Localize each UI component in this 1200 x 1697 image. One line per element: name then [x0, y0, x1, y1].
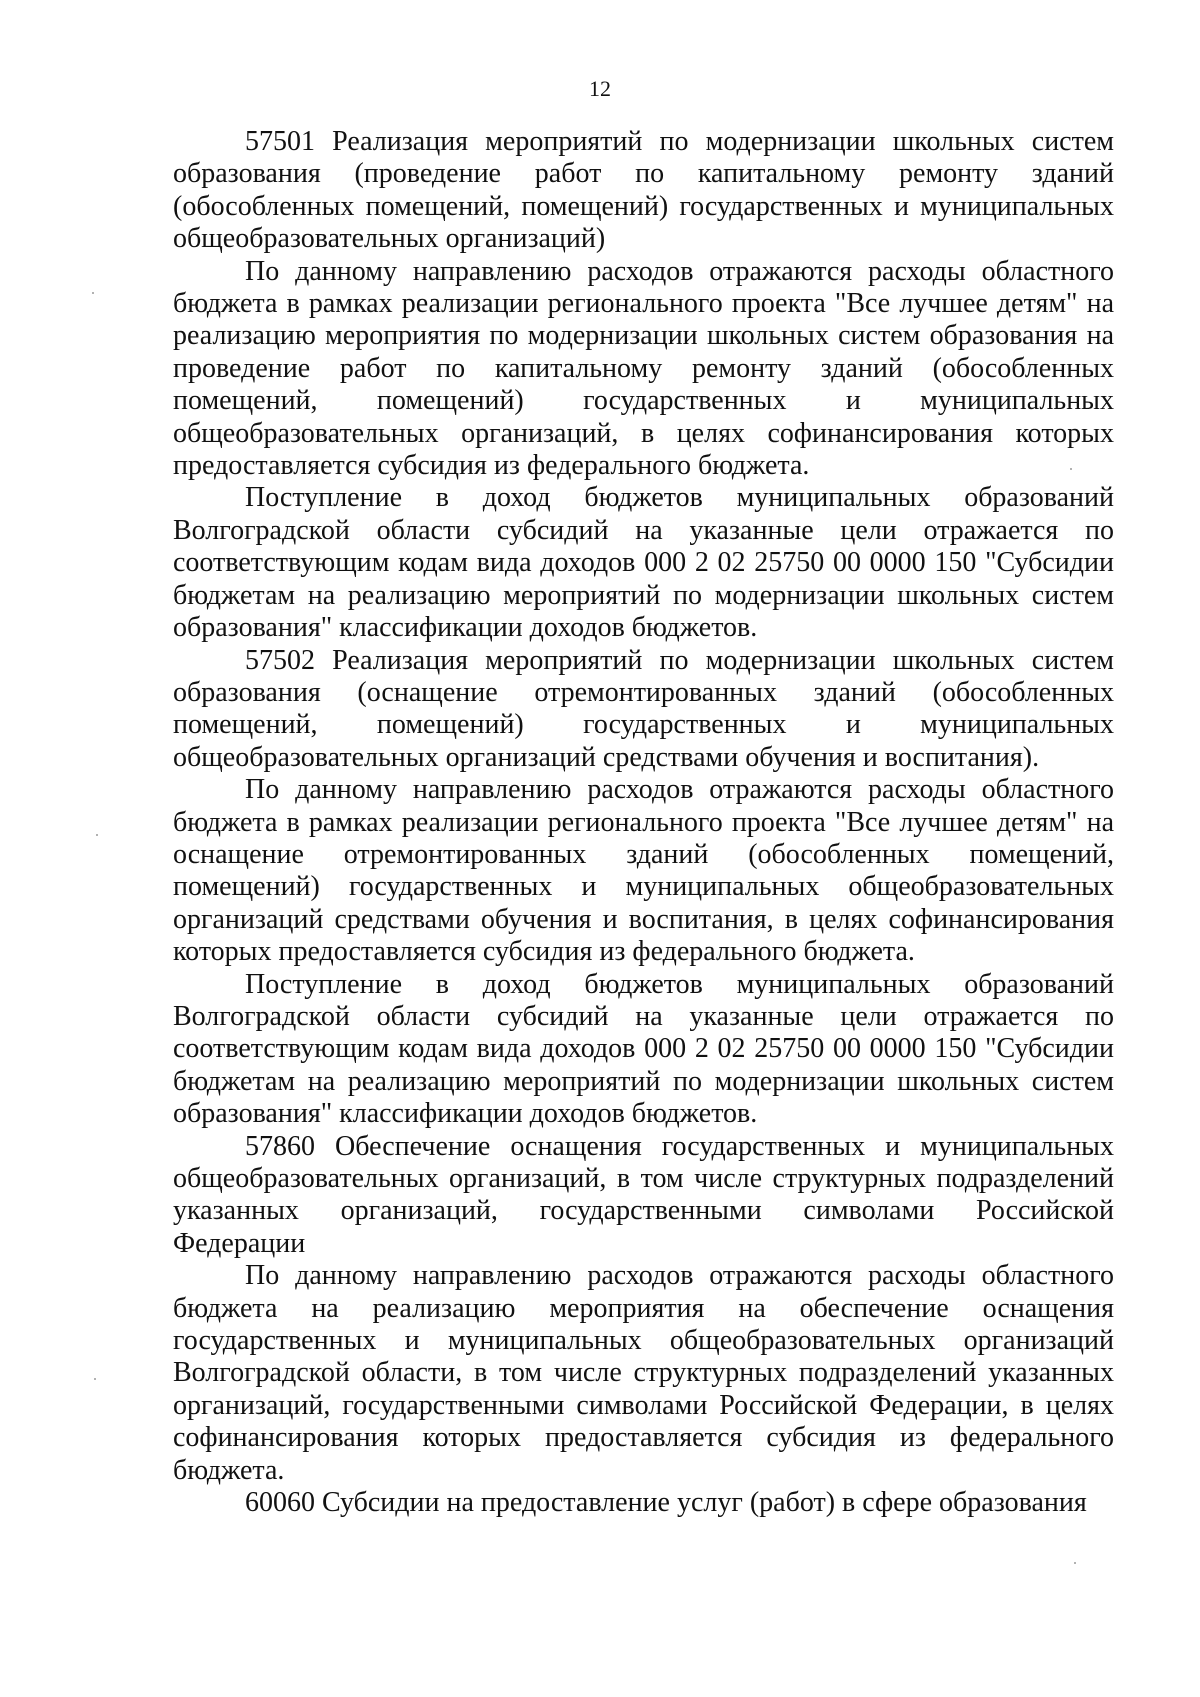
scan-speck — [1074, 1562, 1076, 1564]
paragraph-57501-revenue: Поступление в доход бюджетов муниципальных образований Волгоградской области субсидий на указанные цели отражается по соответствующим кодам вида доходов 000 2 02 25750 00 0000 150 "Субсидии бюджетам на реализацию мероприятий по модернизации школьных систем образования" классификации доходов бюджетов. — [173, 482, 1114, 644]
paragraph-57502-revenue: Поступление в доход бюджетов муниципальных образований Волгоградской области субсидий на указанные цели отражается по соответствующим кодам вида доходов 000 2 02 25750 00 0000 150 "Субсидии бюджетам на реализацию мероприятий по модернизации школьных систем образования" классификации доходов бюджетов. — [173, 968, 1114, 1130]
page-number: 12 — [589, 76, 611, 101]
scan-speck — [94, 1378, 96, 1380]
paragraph-57860-heading: 57860 Обеспечение оснащения государственных и муниципальных общеобразовательных организаций, в том числе структурных подразделений указанных организаций, государственными символами Российской Федерации — [173, 1130, 1114, 1259]
paragraph-57502-heading: 57502 Реализация мероприятий по модернизации школьных систем образования (оснащение отремонтированных зданий (обособленных помещений, помещений) государственных и муниципальных общеобразовательных организаций средствами обучения и воспитания). — [173, 644, 1114, 773]
paragraph-57502-description: По данному направлению расходов отражаются расходы областного бюджета в рамках реализации регионального проекта "Все лучшее детям" на оснащение отремонтированных зданий (обособленных помещений, помещений) государственных и муниципальных общеобразовательных организаций средствами обучения и воспитания, в целях софинансирования которых предоставляется субсидия из федерального бюджета. — [173, 774, 1114, 968]
paragraph-57501-heading: 57501 Реализация мероприятий по модернизации школьных систем образования (проведение работ по капитальному ремонту зданий (обособленных помещений, помещений) государственных и муниципальных общеобразовательных организаций) — [173, 126, 1114, 255]
document-body — [173, 126, 1114, 1519]
scan-speck — [92, 292, 94, 294]
scan-speck — [96, 834, 98, 836]
paragraph-57501-description: По данному направлению расходов отражаются расходы областного бюджета в рамках реализации регионального проекта "Все лучшее детям" на реализацию мероприятия по модернизации школьных систем образования на проведение работ по капитальному ремонту зданий (обособленных помещений, помещений) государственных и муниципальных общеобразовательных организаций, в целях софинансирования которых предоставляется субсидия из федерального бюджета. — [173, 255, 1114, 482]
paragraph-57860-description: По данному направлению расходов отражаются расходы областного бюджета на реализацию мероприятия на обеспечение оснащения государственных и муниципальных общеобразовательных организаций Волгоградской области, в том числе структурных подразделений указанных организаций, государственными символами Российской Федерации, в целях софинансирования которых предоставляется субсидия из федерального бюджета. — [173, 1260, 1114, 1486]
scan-speck — [1070, 468, 1072, 470]
paragraph-60060-heading: 60060 Субсидии на предоставление услуг (работ) в сфере образования — [245, 1487, 1087, 1519]
